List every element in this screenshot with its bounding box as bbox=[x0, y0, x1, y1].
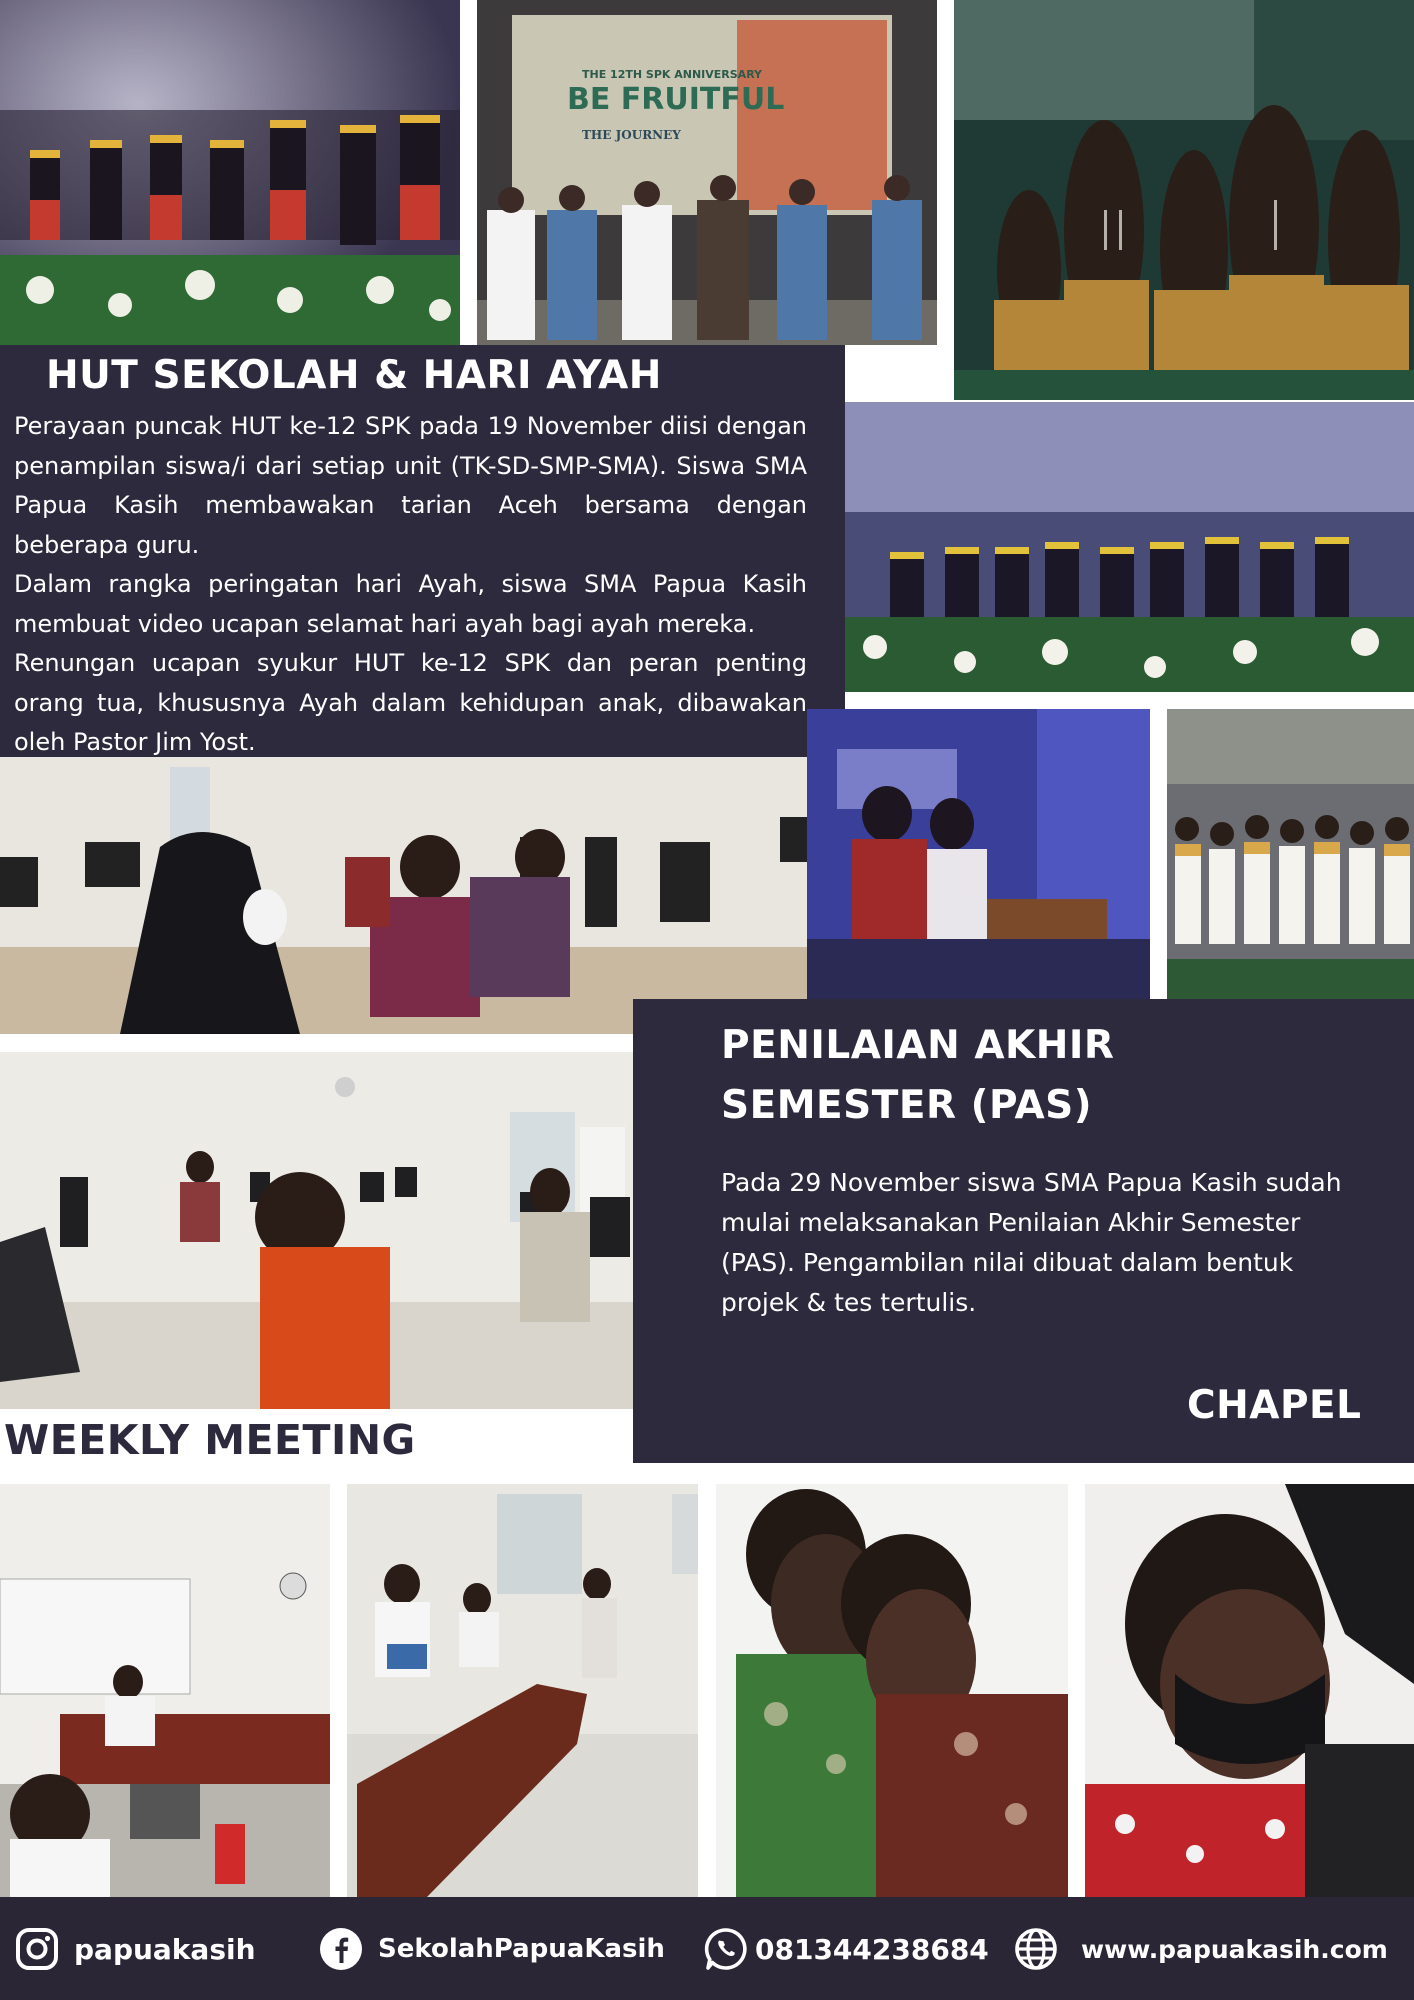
photo-aceh-dance-stage bbox=[0, 0, 460, 345]
pas-panel bbox=[633, 999, 1414, 1463]
website-url: www.papuakasih.com bbox=[1081, 1934, 1388, 1964]
pas-body: Pada 29 November siswa SMA Papua Kasih sudah mulai melaksanakan Penilaian Akhir Semester (PAS). Pengambilan nilai dibuat dalam bentuk projek & tes tertulis. bbox=[721, 1168, 1342, 1317]
whatsapp-icon bbox=[703, 1926, 749, 1972]
hut-paragraph-3: Renungan ucapan syukur HUT ke-12 SPK dan peran penting orang tua, khususnya Ayah dalam kehidupan anak, dibawakan oleh Pastor Jim Yost. bbox=[14, 649, 807, 756]
chapel-label: CHAPEL bbox=[1187, 1383, 1362, 1428]
photo-chapel-students-2 bbox=[1085, 1484, 1414, 1897]
globe-icon bbox=[1013, 1926, 1059, 1972]
screen-subtitle: THE JOURNEY bbox=[582, 128, 681, 142]
hut-sekolah-body bbox=[14, 407, 807, 763]
screen-caption-small: THE 12TH SPK ANNIVERSARY bbox=[582, 68, 763, 81]
footer-bar bbox=[0, 1897, 1414, 2000]
photo-students-dance-row bbox=[845, 402, 1414, 692]
pas-title-line-1: PENILAIAN AKHIR bbox=[721, 1023, 1115, 1068]
weekly-meeting-label: WEEKLY MEETING bbox=[4, 1416, 416, 1464]
screen-title: BE FRUITFUL bbox=[567, 82, 785, 117]
hut-paragraph-2: Dalam rangka peringatan hari Ayah, siswa SMA Papua Kasih membuat video ucapan selamat hari ayah bagi ayah mereka. bbox=[14, 570, 807, 638]
photo-weekly-meeting-2 bbox=[347, 1484, 698, 1897]
footer-instagram[interactable] bbox=[14, 1925, 256, 1973]
photo-chapel-drama bbox=[807, 709, 1150, 999]
hut-sekolah-panel bbox=[0, 345, 845, 757]
facebook-icon bbox=[318, 1926, 364, 1972]
photo-chapel-students-1 bbox=[716, 1484, 1068, 1897]
footer-whatsapp[interactable] bbox=[703, 1925, 989, 1973]
photo-papuan-dancers bbox=[954, 0, 1414, 400]
photo-kids-choir bbox=[1167, 709, 1414, 999]
photo-anniversary-screen bbox=[477, 0, 937, 345]
instagram-icon bbox=[14, 1926, 60, 1972]
pas-title-line-2: SEMESTER (PAS) bbox=[721, 1083, 1093, 1128]
hut-sekolah-title: HUT SEKOLAH & HARI AYAH bbox=[46, 353, 662, 398]
photo-computer-lab-1 bbox=[0, 757, 807, 1034]
photo-computer-lab-2 bbox=[0, 1052, 633, 1409]
hut-paragraph-1: Perayaan puncak HUT ke-12 SPK pada 19 November diisi dengan penampilan siswa/i dari setiap unit (TK-SD-SMP-SMA). Siswa SMA Papua Kasih membawakan tarian Aceh bersama dengan beberapa guru. bbox=[14, 412, 807, 559]
footer-website[interactable] bbox=[1013, 1925, 1388, 1973]
whatsapp-number: 081344238684 bbox=[755, 1932, 989, 1966]
instagram-handle: papuakasih bbox=[74, 1932, 256, 1966]
footer-facebook[interactable] bbox=[318, 1925, 665, 1973]
facebook-handle: SekolahPapuaKasih bbox=[378, 1934, 665, 1964]
photo-weekly-meeting-1 bbox=[0, 1484, 330, 1897]
